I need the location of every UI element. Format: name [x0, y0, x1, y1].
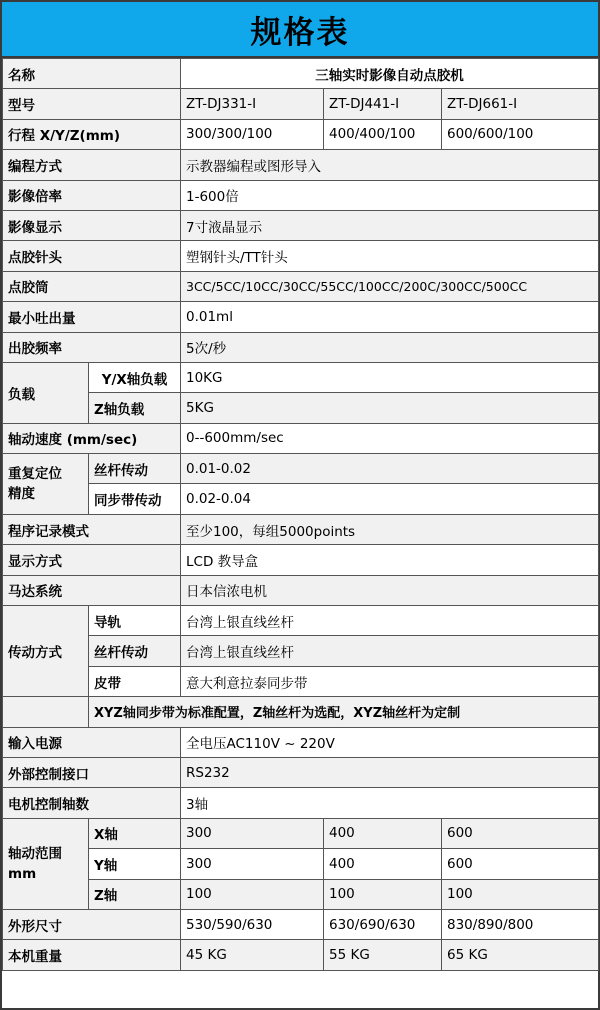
row-value: 0.01ml [181, 302, 599, 332]
table-row [3, 180, 599, 210]
table-row [3, 575, 599, 605]
table-row [3, 302, 599, 332]
table-row [3, 150, 599, 180]
row-value: LCD 教导盒 [181, 545, 599, 575]
row-value: 0.02-0.04 [181, 484, 599, 514]
row-label: 型号 [3, 89, 181, 119]
table-row [3, 940, 599, 970]
row-label-line: 重复定位 [8, 465, 62, 482]
row-value: ZT-DJ661-I [442, 89, 599, 119]
row-label-line: mm [8, 865, 37, 882]
row-value: 630/690/630 [324, 909, 442, 939]
table-row [3, 393, 599, 423]
row-value: 65 KG [442, 940, 599, 970]
row-value: 55 KG [324, 940, 442, 970]
table-row [3, 545, 599, 575]
row-value: 400/400/100 [324, 119, 442, 149]
table-row [3, 818, 599, 848]
table-row [3, 879, 599, 909]
row-value: 10KG [181, 362, 599, 392]
row-label [3, 454, 89, 515]
table-row [3, 454, 599, 484]
title-banner [2, 2, 598, 58]
row-label: 名称 [3, 59, 181, 89]
row-value: 300/300/100 [181, 119, 324, 149]
row-value: 至少100，每组5000points [181, 514, 599, 544]
row-value: 1-600倍 [181, 180, 599, 210]
row-value: 600 [442, 849, 599, 879]
table-row [3, 788, 599, 818]
table-row [3, 697, 599, 727]
row-value: RS232 [181, 757, 599, 787]
sub-label: 导轨 [89, 606, 181, 636]
row-value: 530/590/630 [181, 909, 324, 939]
row-value: 0--600mm/sec [181, 423, 599, 453]
row-label: 程序记录模式 [3, 514, 181, 544]
row-value: ZT-DJ331-I [181, 89, 324, 119]
row-value: 600/600/100 [442, 119, 599, 149]
table-row [3, 271, 599, 301]
table-row [3, 727, 599, 757]
table-row [3, 119, 599, 149]
table-row [3, 666, 599, 696]
row-label: 本机重量 [3, 940, 181, 970]
row-label: 外形尺寸 [3, 909, 181, 939]
table-row [3, 636, 599, 666]
row-value: 全电压AC110V ~ 220V [181, 727, 599, 757]
row-value: 100 [442, 879, 599, 909]
sub-label: 丝杆传动 [89, 454, 181, 484]
row-value: 45 KG [181, 940, 324, 970]
row-label: 出胶频率 [3, 332, 181, 362]
sub-label: 皮带 [89, 666, 181, 696]
table-row [3, 423, 599, 453]
sub-label: Y/X轴负载 [89, 362, 181, 392]
sub-label: 同步带传动 [89, 484, 181, 514]
row-value: 塑钢针头/TT针头 [181, 241, 599, 271]
row-label: 最小吐出量 [3, 302, 181, 332]
table-row [3, 362, 599, 392]
transmission-note: XYZ轴同步带为标准配置，Z轴丝杆为选配，XYZ轴丝杆为定制 [89, 697, 599, 727]
spec-table [2, 58, 599, 971]
row-label: 轴动速度 (mm/sec) [3, 423, 181, 453]
page-title: 规格表 [250, 14, 350, 51]
sub-label: Z轴负载 [89, 393, 181, 423]
row-label: 点胶针头 [3, 241, 181, 271]
row-label: 外部控制接口 [3, 757, 181, 787]
row-value: 台湾上银直线丝杆 [181, 636, 599, 666]
row-value: 意大利意拉泰同步带 [181, 666, 599, 696]
row-label: 编程方式 [3, 150, 181, 180]
row-value: 100 [324, 879, 442, 909]
sub-label: Z轴 [89, 879, 181, 909]
table-row [3, 210, 599, 240]
table-row [3, 514, 599, 544]
row-value: 0.01-0.02 [181, 454, 599, 484]
row-label-line: 精度 [8, 485, 35, 502]
sub-label: 丝杆传动 [89, 636, 181, 666]
row-value: 示教器编程或图形导入 [181, 150, 599, 180]
row-value: 7寸液晶显示 [181, 210, 599, 240]
table-row [3, 89, 599, 119]
blank-cell [3, 697, 89, 727]
row-value: 日本信浓电机 [181, 575, 599, 605]
row-value: 3轴 [181, 788, 599, 818]
table-row [3, 606, 599, 636]
row-label: 显示方式 [3, 545, 181, 575]
row-value: 3CC/5CC/10CC/30CC/55CC/100CC/200C/300CC/500CC [181, 271, 599, 301]
table-row [3, 484, 599, 514]
row-value: ZT-DJ441-I [324, 89, 442, 119]
row-label: 影像显示 [3, 210, 181, 240]
row-value: 830/890/800 [442, 909, 599, 939]
row-value: 600 [442, 818, 599, 848]
row-value: 台湾上银直线丝杆 [181, 606, 599, 636]
row-value: 300 [181, 818, 324, 848]
row-label: 马达系统 [3, 575, 181, 605]
row-label-line: 轴动范围 [8, 845, 62, 862]
row-label: 负载 [3, 362, 89, 423]
table-row [3, 849, 599, 879]
row-value: 5次/秒 [181, 332, 599, 362]
row-value: 5KG [181, 393, 599, 423]
row-label: 输入电源 [3, 727, 181, 757]
row-label: 传动方式 [3, 606, 89, 697]
row-value: 100 [181, 879, 324, 909]
row-label [3, 818, 89, 909]
sub-label: X轴 [89, 818, 181, 848]
row-label: 行程 X/Y/Z(mm) [3, 119, 181, 149]
table-row [3, 757, 599, 787]
row-label: 电机控制轴数 [3, 788, 181, 818]
row-value: 300 [181, 849, 324, 879]
table-row [3, 909, 599, 939]
table-row [3, 332, 599, 362]
table-row [3, 59, 599, 89]
row-value: 三轴实时影像自动点胶机 [181, 59, 599, 89]
row-value: 400 [324, 849, 442, 879]
sub-label: Y轴 [89, 849, 181, 879]
row-label: 点胶筒 [3, 271, 181, 301]
table-row [3, 241, 599, 271]
row-value: 400 [324, 818, 442, 848]
row-label: 影像倍率 [3, 180, 181, 210]
